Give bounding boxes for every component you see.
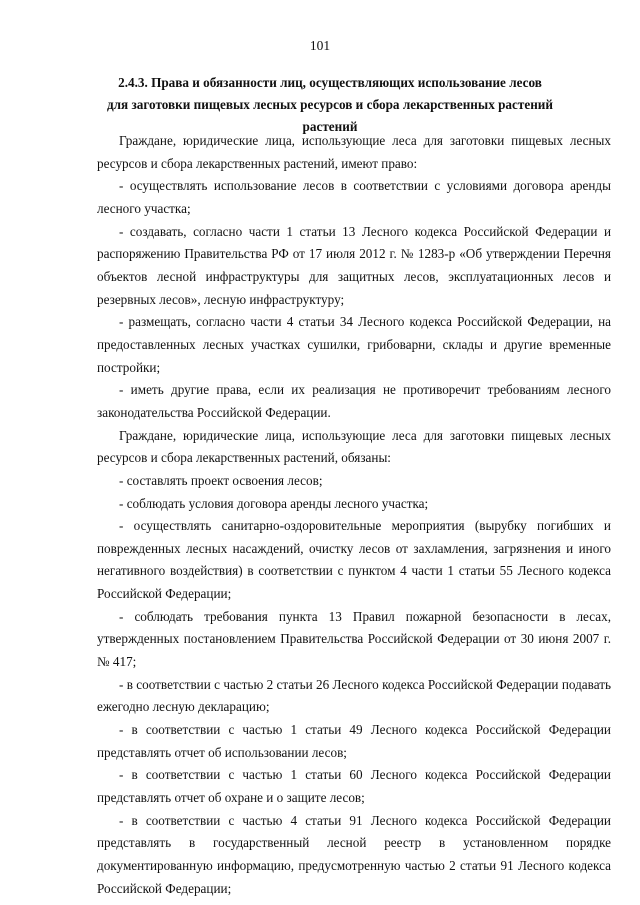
paragraph: - осуществлять использование лесов в соответствии с условиями договора аренды лесного участка; (97, 178, 611, 216)
paragraph: - иметь другие права, если их реализация не противоречит требованиям лесного законодательства Российской Федерации. (97, 382, 611, 420)
paragraph: - соблюдать условия договора аренды лесного участка; (119, 495, 429, 511)
heading-line-3: растений (302, 119, 358, 134)
paragraph: - в соответствии с частью 1 статьи 49 Лесного кодекса Российской Федерации представлять отчет об использовании лесов; (97, 722, 611, 760)
paragraph: - осуществлять санитарно-оздоровительные мероприятия (вырубку погибших и поврежденных лесных насаждений, очистку лесов от захламления, загрязнения и иного негативного воздействия) в соответствии с пунктом 4 части 1 статьи 55 Лесного кодекса Российской Федерации; (97, 518, 611, 602)
heading-line-2: для заготовки пищевых лесных ресурсов и сбора лекарственных растений (106, 97, 554, 112)
heading-line-1: 2.4.3. Права и обязанности лиц, осуществляющих использование лесов (118, 75, 542, 90)
paragraph: - в соответствии с частью 1 статьи 60 Лесного кодекса Российской Федерации представлять отчет об охране и о защите лесов; (97, 767, 611, 806)
paragraph: - размещать, согласно части 4 статьи 34 Лесного кодекса Российской Федерации, на предоставленных лесных участках сушилки, грибоварни, склады и другие временные постройки; (97, 314, 611, 375)
paragraph: Граждане, юридические лица, использующие леса для заготовки пищевых лесных ресурсов и сбора лекарственных растений, обязаны: (97, 427, 611, 466)
section-heading (100, 72, 560, 138)
paragraph: - в соответствии с частью 2 статьи 26 Лесного кодекса Российской Федерации подавать ежегодно лесную декларацию; (97, 676, 611, 715)
paragraph: - соблюдать требования пункта 13 Правил пожарной безопасности в лесах, утвержденных постановлением Правительства Российской Федерации от 30 июня 2007 г. № 417; (97, 608, 611, 670)
page-number: 101 (309, 38, 331, 53)
paragraph: Граждане, юридические лица, использующие леса для заготовки пищевых лесных ресурсов и сбора лекарственных растений, имеют право: (97, 133, 611, 171)
paragraph: - создавать, согласно части 1 статьи 13 Лесного кодекса Российской Федерации и распоряжению Правительства РФ от 17 июля 2012 г. № 1283-р «Об утверждении Перечня объектов лесной инфраструктуры для защитных лесов, эксплуатационных лесов и резервных лесов», лесную инфраструктуру; (97, 223, 611, 307)
paragraph: - составлять проект освоения лесов; (119, 472, 323, 488)
body-text (97, 130, 611, 900)
paragraph: - в соответствии с частью 4 статьи 91 Лесного кодекса Российской Федерации представлять в государственный лесной реестр в установленном порядке документированную информацию, предусмотренную частью 2 статьи 91 Лесного кодекса Российской Федерации; (97, 812, 611, 896)
